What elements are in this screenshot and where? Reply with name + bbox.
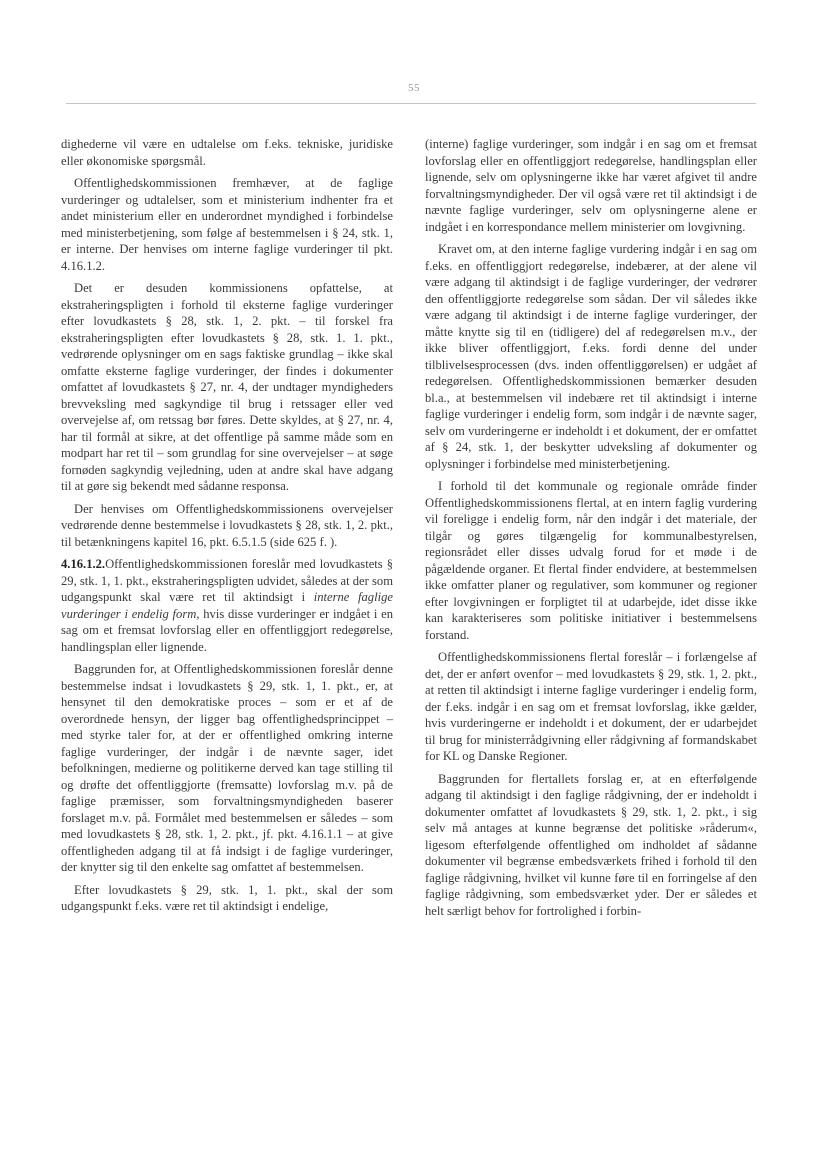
- paragraph: Baggrunden for, at Offentlighedskommissionen foreslår denne bestemmelse indsat i lovudkastets § 29, stk. 1, 1. pkt., er, at hensynet til den demokratiske proces – som er et af de overordnede hensyn, der ligger bag offentlighedsprincippet – med styrke taler for, at der er offentlighed omkring interne faglige vurderinger, der indgår i de nævnte sager, idet befolkningen, medierne og politikerne derved kan tage stilling til og drøfte det offentliggjorte (fremsatte) lovforslag m.v. på de faglige præmisser, som forvaltningsmyndigheden baserer forslaget m.v. på. Formålet med bestemmelsen er således – som med lovudkastets § 28, stk. 1, 2. pkt., jf. pkt. 4.16.1.1 – at give offentligheden adgang til at få indsigt i de faglige vurderinger, der knytter sig til den enkelte sag omfattet af bestemmelsen.: [61, 662, 393, 874]
- emphasis-text: interne faglige vurderinger i endelig form: [61, 590, 393, 621]
- paragraph: Det er desuden kommissionens opfattelse, at ekstraheringspligten i forhold til eksterne faglige vurderinger efter lovudkastets § 28, stk. 1, 2. pkt. – til forskel fra ekstraheringspligten efter lovudkastets § 28, stk. 1. 1. pkt., vedrørende oplysninger om en sags faktiske grundlag – ikke skal omfatte eksterne faglige vurderinger, der findes i dokumenter omfattet af lovudkastets § 27, nr. 4, der undtager myndigheders brevveksling med sagkyndige til brug i retssager eller ved overvejelse af, om retssag bør føres. Dette skyldes, at § 27, nr. 4, har til formål at sikre, at det offentlige på samme måde som en modpart har ret til – som grundlag for sine overvejelser – at søge fornøden sagkyndig vejledning, uden at andre skal have adgang til at gøre sig bekendt med sådanne responsa.: [61, 281, 393, 493]
- paragraph: Offentlighedskommissionens flertal foreslår – i forlængelse af det, der er anført ovenfor – med lovudkastets § 29, stk. 1, 2. pkt., at retten til aktindsigt i interne faglige vurderinger i endelig form, der f.eks. indgår i en sag om et fremsat lovforslag, ikke gælder, hvis vurderingerne er indeholdt i et dokument, der er udarbejdet til brug for ministerrådgivning eller rådgivning af formandskabet for KL og Danske Regioner.: [425, 650, 757, 763]
- left-column: [61, 136, 393, 921]
- header-rule: [66, 103, 756, 104]
- paragraph-text: Offentlighedskommissionen foreslår med lovudkastets § 29, stk. 1, 1. pkt., ekstraheringspligten udvidet, således at der som udgangspunkt skal være ret til aktindsigt i: [61, 557, 393, 604]
- paragraph: Kravet om, at den interne faglige vurdering indgår i en sag om f.eks. en offentliggjort redegørelse, indebærer, at der alene vil være adgang til aktindsigt i de faglige vurderinger, der vedrører den offentliggjorte redegørelse som sådan. Der vil således ikke være adgang til aktindsigt i de interne faglige vurderinger, der måtte knytte sig til en (tidligere) del af redegørelsen m.v., der ikke bliver offentliggjort, f.eks. fordi denne del under tilblivelsesprocessen (dvs. inden offentliggørelsen) er udgået af redegørelsen. Offentlighedskommissionen bemærker desuden bl.a., at bestemmelsen vil indebære ret til aktindsigt i interne faglige vurderinger i endelig form, som indgår i de nævnte sager, selv om vurderingerne er indeholdt i et dokument, der er omfattet af § 24, stk. 1, der beskytter udveksling af dokumenter og oplysninger i forbindelse med ministerbetjening.: [425, 242, 757, 471]
- paragraph: I forhold til det kommunale og regionale område finder Offentlighedskommissionens flertal, at en intern faglig vurdering vil foreligge i endelig form, når den indgår i det materiale, der tilgår og gøres tilgængelig for kommunalbestyrelsen, regionsrådet eller disses udvalg forud for et møde i de pågældende organer. Et flertal finder endvidere, at bestemmelsen ikke omfatter planer og regulativer, som kommuner og regioner efter lovgivningen er forpligtet til at udarbejde, idet disse ikke kan karakteriseres som politiske initiativer i bestemmelsens forstand.: [425, 479, 757, 642]
- section-paragraph: [61, 556, 393, 655]
- right-column: [425, 136, 757, 925]
- paragraph: Efter lovudkastets § 29, stk. 1, 1. pkt., skal der som udgangspunkt f.eks. være ret til aktindsigt i endelige,: [61, 882, 393, 913]
- paragraph: Baggrunden for flertallets forslag er, at en efterfølgende adgang til aktindsigt i den faglige rådgivning, der er indeholdt i dokumenter omfattet af lovudkastets § 29, stk. 1, 2. pkt., i sig selv må antages at kunne begrænse det politiske »råderum«, ligesom efterfølgende offentlighed om indholdet af sådanne dokumenter vil begrænse embedsværkets frihed i forhold til den faglige rådgivning, hvilket vil kunne føre til en forringelse af den faglige rådgivning, som embedsværket yder. Der er således et helt særligt behov for fortrolighed i forbin-: [425, 771, 757, 918]
- paragraph: (interne) faglige vurderinger, som indgår i en sag om et fremsat lovforslag eller en offentliggjort redegørelse, handlingsplan eller lignende, selv om oplysningerne ikke har været afgivet til andre forvaltningsmyndigheder. Der vil også være ret til aktindsigt i de nævnte faglige vurderinger, selv om oplysningerne alene er indgået i en korrespondance mellem ministerier om lovgivning.: [425, 137, 757, 234]
- paragraph: Offentlighedskommissionen fremhæver, at de faglige vurderinger og udtalelser, som et ministerium indhenter fra et andet ministerium eller en underordnet myndighed i forbindelse med ministerbetjening, som følge af bestemmelsen i § 24, stk. 1, er interne. Der henvises om interne faglige vurderinger til pkt. 4.16.1.2.: [61, 176, 393, 273]
- paragraph-text: , hvis disse vurderinger er indgået i en sag om et fremsat lovforslag eller en offentliggjort redegørelse, handlingsplan eller lignende.: [61, 606, 393, 654]
- section-number: 4.16.1.2.: [61, 557, 106, 571]
- paragraph: Der henvises om Offentlighedskommissionens overvejelser vedrørende denne bestemmelse i lovudkastets § 28, stk. 1, 2. pkt., til betænkningens kapitel 16, pkt. 6.5.1.5 (side 625 f. ).: [61, 501, 393, 549]
- paragraph: dighederne vil være en udtalelse om f.eks. tekniske, juridiske eller økonomiske spørgsmål.: [61, 137, 393, 168]
- page-number: 55: [408, 82, 420, 94]
